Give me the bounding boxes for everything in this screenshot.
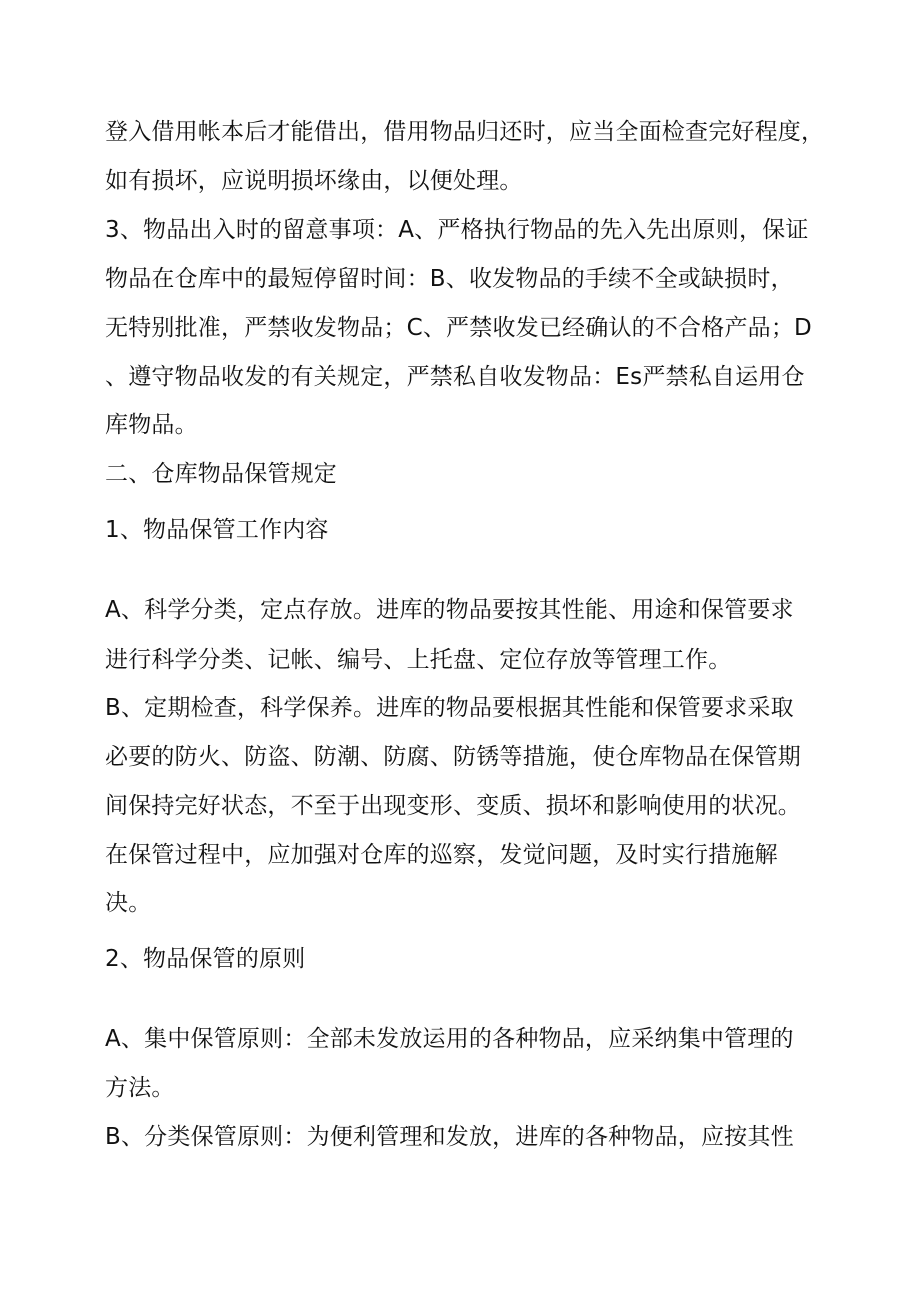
text-line: 物品在仓库中的最短停留时间：B、收发物品的手续不全或缺损时，	[105, 266, 794, 292]
text-line: 3、物品出入时的留意事项：A、严格执行物品的先入先出原则，保证	[105, 217, 809, 243]
text-line: 登入借用帐本后才能借出，借用物品归还时，应当全面检查完好程度，	[105, 119, 825, 145]
subsection-heading: 2、物品保管的原则	[105, 946, 306, 972]
section-heading: 二、仓库物品保管规定	[105, 461, 337, 487]
subsection-heading: 1、物品保管工作内容	[105, 517, 329, 543]
text-line: 如有损坏，应说明损坏缘由，以便处理。	[105, 168, 523, 194]
text-line: 库物品。	[105, 412, 198, 438]
text-line: A、科学分类，定点存放。进库的物品要按其性能、用途和保管要求	[105, 597, 794, 623]
text-line: 、遵守物品收发的有关规定，严禁私自收发物品：Es严禁私自运用仓	[105, 364, 805, 390]
text-line: 进行科学分类、记帐、编号、上托盘、定位存放等管理工作。	[105, 647, 732, 673]
text-line: 无特别批准，严禁收发物品；C、严禁收发已经确认的不合格产品；D	[105, 315, 812, 341]
text-line: 决。	[105, 890, 152, 916]
text-line: B、分类保管原则：为便利管理和发放，进库的各种物品，应按其性	[105, 1124, 794, 1150]
text-line: A、集中保管原则：全部未发放运用的各种物品，应采纳集中管理的	[105, 1026, 794, 1052]
text-line: 间保持完好状态，不至于出现变形、变质、损坏和影响使用的状况。	[105, 793, 801, 819]
text-line: B、定期检查，科学保养。进库的物品要根据其性能和保管要求采取	[105, 695, 794, 721]
text-line: 方法。	[105, 1075, 175, 1101]
text-line: 必要的防火、防盗、防潮、防腐、防锈等措施，使仓库物品在保管期	[105, 744, 801, 770]
text-line: 在保管过程中，应加强对仓库的巡察，发觉问题，及时实行措施解	[105, 842, 778, 868]
